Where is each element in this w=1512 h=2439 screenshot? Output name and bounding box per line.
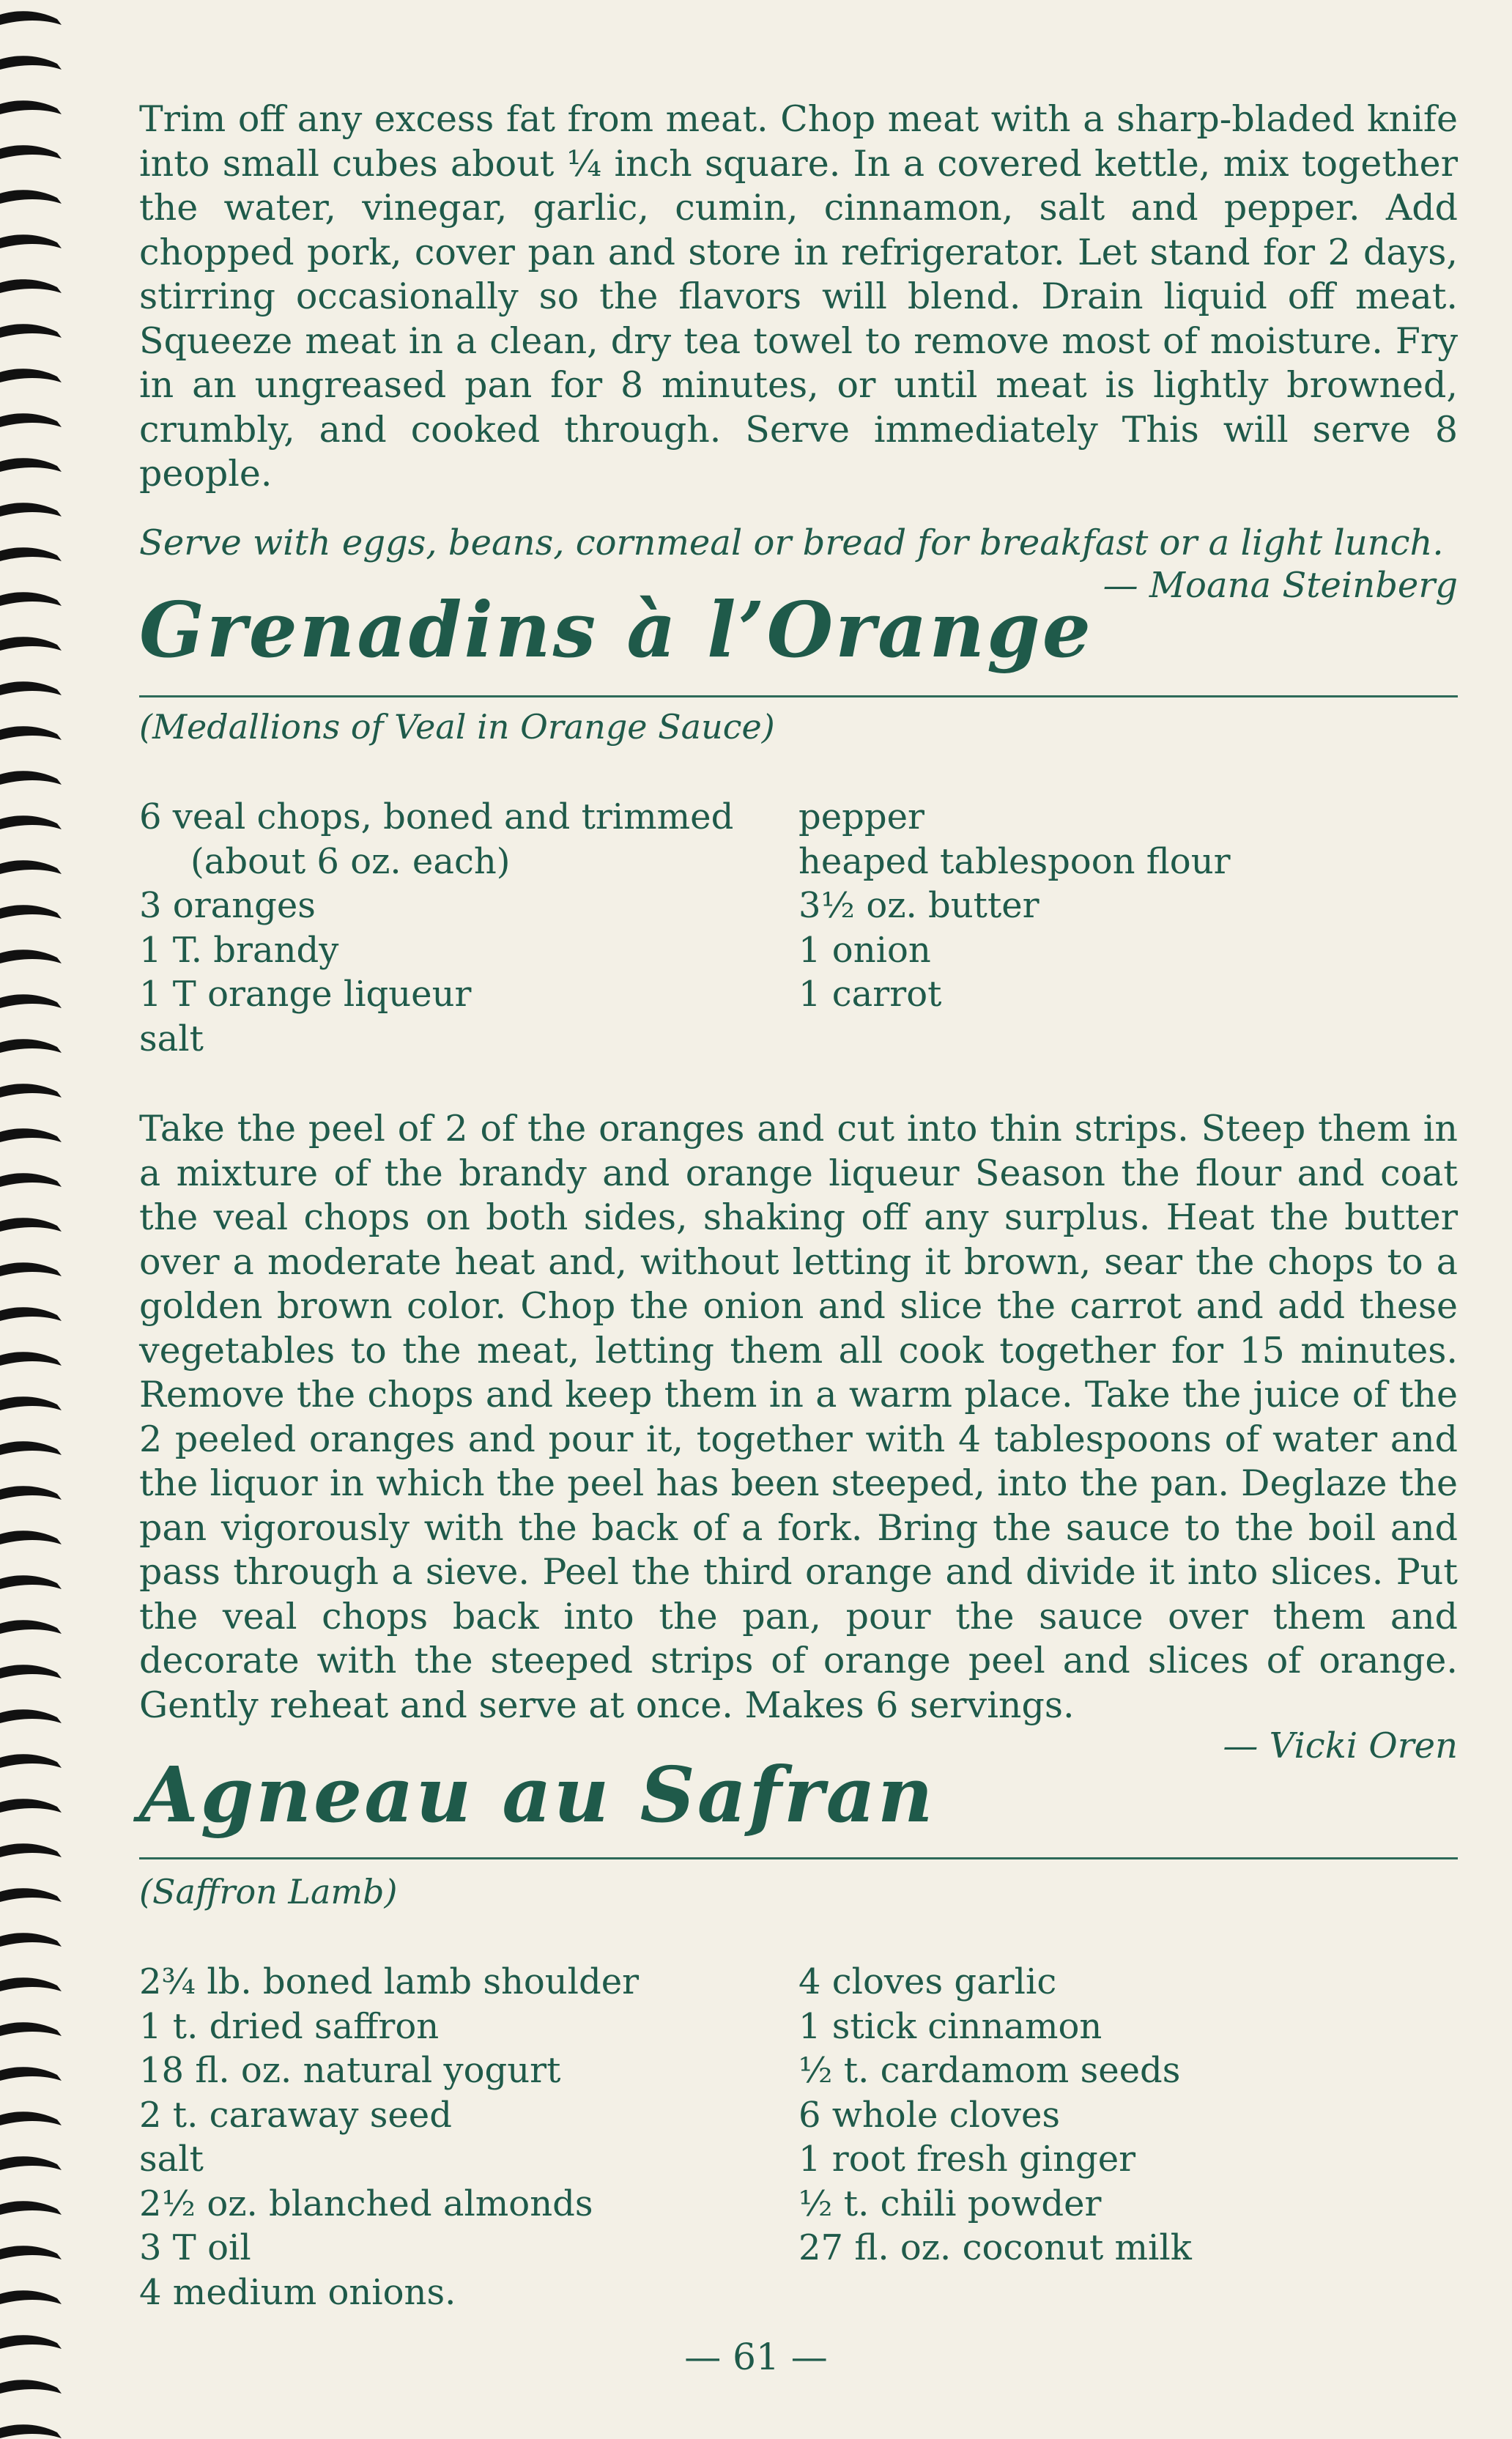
ingredient-item: ½ t. chili powder <box>798 2183 1102 2224</box>
spiral-loop <box>0 1307 62 1321</box>
spiral-loop <box>0 1799 62 1813</box>
spiral-loop <box>0 1039 62 1053</box>
ingredient-item: 6 veal chops, boned and trimmed <box>139 796 734 837</box>
spiral-loop <box>0 2022 62 2036</box>
ingredient-item: 6 whole cloves <box>798 2094 1060 2136</box>
recipe-method: Take the peel of 2 of the oranges and cut into thin strips. Steep them in a mixture of the brandy and orange liqueur Season the flour and coat the veal chops on both sides, shaking off any surplus. Heat the butter over a moderate heat and, without letting it brown, sear the chops to a golden brown color. Chop the onion and slice the carrot and add these vegetables to the meat, letting them all cook together for 15 minutes. Remove the chops and keep them in a warm place. Take the juice of the 2 peeled oranges and pour it, together with 4 tablespoons of water and the liquor in which the peel has been steeped, into the pan. Deglaze the pan vigorously with the back of a fork. Bring the sauce to the boil and pass through a sieve. Peel the third orange and divide it into slices. Put the veal chops back into the pan, pour the sauce over them and decorate with the steeped strips of orange peel and slices of orange. Gently reheat and serve at once. Makes 6 servings. <box>139 1108 1458 1726</box>
spiral-loop <box>0 100 62 114</box>
spiral-loop <box>0 2424 62 2438</box>
spiral-loop <box>0 1843 62 1857</box>
ingredients-list <box>139 795 1458 1061</box>
ingredient-item: ½ t. cardamom seeds <box>798 2050 1181 2091</box>
spiral-loop <box>0 681 62 695</box>
ingredient-item: pepper <box>798 796 924 837</box>
ingredient-item: 1 root fresh ginger <box>798 2139 1136 2180</box>
spiral-loop <box>0 771 62 785</box>
spiral-loop <box>0 145 62 159</box>
ingredient-item: 18 fl. oz. natural yogurt <box>139 2050 561 2091</box>
spiral-loop <box>0 1620 62 1634</box>
spiral-loop <box>0 905 62 919</box>
serving-note: Serve with eggs, beans, cornmeal or bread for breakfast or a light lunch. <box>139 522 1444 563</box>
intro-paragraph: Trim off any excess fat from meat. Chop meat with a sharp-bladed knife into small cubes about ¼ inch square. In a covered kettle, mix together the water, vinegar, garlic, cumin, cinnamon, salt and pepper. Add chopped pork, cover pan and store in refrigerator. Let stand for 2 days, stirring occasionally so the flavors will blend. Drain liquid off meat. Squeeze meat in a clean, dry tea towel to remove most of moisture. Fry in an ungreased pan for 8 minutes, or until meat is lightly browned, crumbly, and cooked through. Serve immediately This will serve 8 people. <box>139 98 1458 495</box>
ingredient-item: heaped tablespoon flour <box>798 840 1231 882</box>
spiral-loop <box>0 2112 62 2125</box>
spiral-loop <box>0 1977 62 1991</box>
spiral-loop <box>0 1128 62 1142</box>
recipe-subtitle: (Saffron Lamb) <box>139 1872 398 1911</box>
spiral-loop <box>0 11 62 25</box>
ingredient-item: 27 fl. oz. coconut milk <box>798 2227 1192 2268</box>
ingredients-left-column <box>139 795 798 1061</box>
spiral-loop <box>0 2246 62 2260</box>
spiral-loop <box>0 726 62 740</box>
spiral-loop <box>0 860 62 874</box>
ingredient-item: 4 cloves garlic <box>798 1961 1057 2002</box>
spiral-loop <box>0 369 62 382</box>
spiral-loop <box>0 1754 62 1768</box>
spiral-loop <box>0 1665 62 1679</box>
spiral-loop <box>0 2380 62 2394</box>
spiral-loop <box>0 815 62 829</box>
recipe-credit: — Vicki Oren <box>1223 1725 1458 1766</box>
spiral-loop <box>0 1084 62 1098</box>
recipe-subtitle: (Medallions of Veal in Orange Sauce) <box>139 707 775 747</box>
ingredient-item: salt <box>139 1018 204 1059</box>
spiral-loop <box>0 2156 62 2170</box>
spiral-loop <box>0 413 62 427</box>
spiral-loop <box>0 324 62 338</box>
recipe-rule <box>139 695 1458 697</box>
recipe-title: Grenadins à l’Orange <box>139 585 1093 675</box>
spiral-loop <box>0 1531 62 1544</box>
spiral-loop <box>0 190 62 204</box>
spiral-loop <box>0 56 62 70</box>
ingredient-item: 3½ oz. butter <box>798 885 1040 926</box>
ingredient-item: 1 onion <box>798 929 931 971</box>
ingredient-item: 1 T orange liqueur <box>139 974 472 1015</box>
spiral-loop <box>0 592 62 606</box>
ingredient-item: 3 oranges <box>139 885 316 926</box>
spiral-loop <box>0 279 62 293</box>
spiral-loop <box>0 1262 62 1276</box>
spiral-loop <box>0 637 62 651</box>
spiral-loop <box>0 458 62 472</box>
spiral-loop <box>0 1486 62 1500</box>
ingredient-item: 1 t. dried saffron <box>139 2005 440 2047</box>
ingredient-item: 4 medium onions. <box>139 2271 456 2313</box>
ingredient-item: 2½ oz. blanched almonds <box>139 2183 593 2224</box>
spiral-loop <box>0 950 62 963</box>
spiral-loop <box>0 1396 62 1410</box>
spiral-loop <box>0 1352 62 1366</box>
spiral-loop <box>0 547 62 561</box>
intro-credit: — Moana Steinberg <box>1102 564 1458 606</box>
spiral-loop <box>0 1575 62 1589</box>
spiral-loop <box>0 1709 62 1723</box>
ingredients-right-column <box>798 1960 1192 2314</box>
recipe-grenadins <box>139 586 1458 674</box>
spiral-loop <box>0 2290 62 2304</box>
ingredient-item: salt <box>139 2139 204 2180</box>
spiral-loop <box>0 994 62 1008</box>
spiral-loop <box>0 1173 62 1187</box>
spiral-loop <box>0 234 62 248</box>
spiral-loop <box>0 1218 62 1232</box>
spiral-loop <box>0 503 62 517</box>
ingredient-item: 1 T. brandy <box>139 929 339 971</box>
ingredient-item: 2¾ lb. boned lamb shoulder <box>139 1961 640 2002</box>
spiral-loop <box>0 1441 62 1455</box>
spiral-loop <box>0 1888 62 1902</box>
ingredients-list <box>139 1960 1458 2314</box>
ingredients-left-column <box>139 1960 798 2314</box>
spiral-loop <box>0 2067 62 2081</box>
ingredient-item: 1 stick cinnamon <box>798 2005 1102 2047</box>
spiral-binding <box>0 0 81 2439</box>
intro-section <box>139 97 1458 607</box>
spiral-loop <box>0 2201 62 2215</box>
page-number: — 61 — <box>684 2336 828 2378</box>
ingredient-item: (about 6 oz. each) <box>190 840 511 882</box>
recipe-rule <box>139 1857 1458 1859</box>
ingredients-right-column <box>798 795 1231 1061</box>
ingredient-item: 2 t. caraway seed <box>139 2094 452 2136</box>
ingredient-item: 1 carrot <box>798 974 942 1015</box>
recipe-agneau <box>139 1751 1458 1839</box>
recipe-title: Agneau au Safran <box>139 1750 935 1840</box>
spiral-loop <box>0 1933 62 1947</box>
ingredient-item: 3 T oil <box>139 2227 251 2268</box>
